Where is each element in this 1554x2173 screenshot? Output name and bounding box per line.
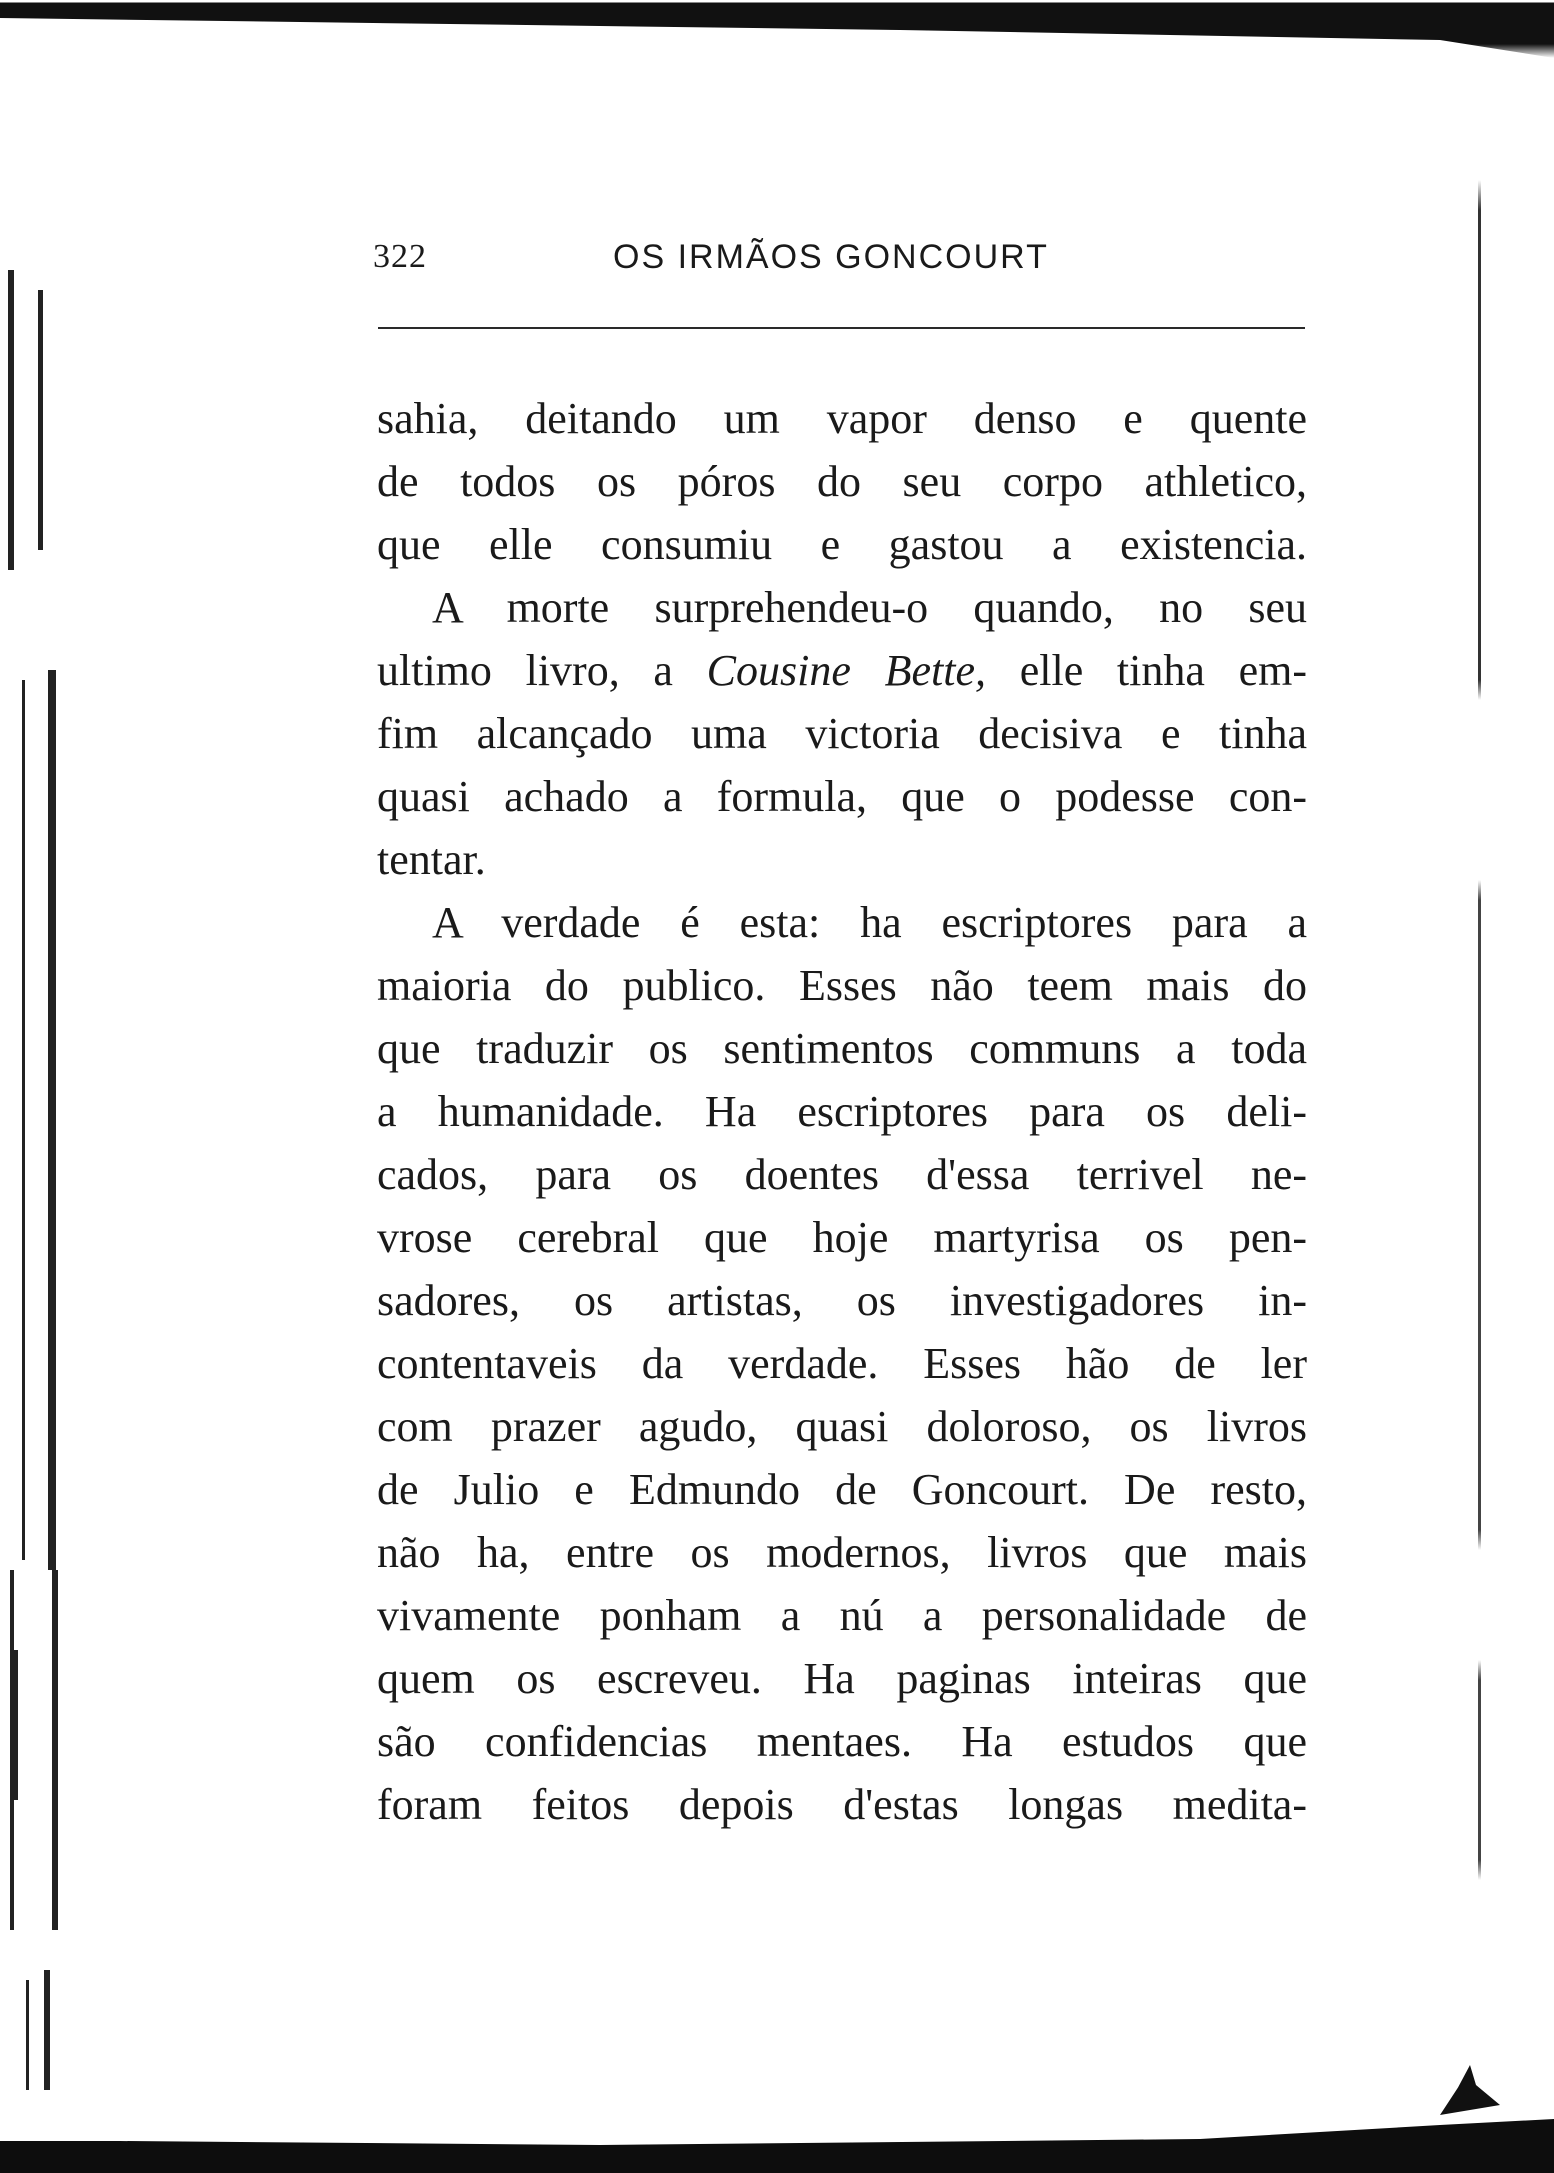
- text-line: A morte surprehendeu-o quando, no seu: [432, 583, 1307, 632]
- text-segment: ultimo livro, a: [377, 646, 673, 695]
- text-line: tentar.: [377, 835, 486, 884]
- book-title-italic: Cousine Bette,: [706, 646, 986, 695]
- text-line: maioria do publico. Esses não teem mais do: [377, 961, 1307, 1010]
- text-line: de Julio e Edmundo de Goncourt. De resto,: [377, 1465, 1307, 1514]
- text-line: a humanidade. Ha escriptores para os deli-: [377, 1087, 1307, 1136]
- scan-bottom-edge: [0, 2105, 1554, 2173]
- text-line: fim alcançado uma victoria decisiva e tinha: [377, 709, 1307, 758]
- scan-right-edge: [1478, 180, 1481, 1880]
- text-line: com prazer agudo, quasi doloroso, os livros: [377, 1402, 1307, 1451]
- scan-top-edge: [0, 0, 1554, 58]
- text-line: cados, para os doentes d'essa terrivel ne-: [377, 1150, 1307, 1199]
- text-line: vivamente ponham a nú a personalidade de: [377, 1591, 1307, 1640]
- scan-binding-edge: [0, 250, 80, 2100]
- text-line: quasi achado a formula, que o podesse con-: [377, 772, 1307, 821]
- text-line: sadores, os artistas, os investigadores in-: [377, 1276, 1307, 1325]
- text-line: que traduzir os sentimentos communs a toda: [377, 1024, 1307, 1073]
- text-line: quem os escreveu. Ha paginas inteiras que: [377, 1654, 1307, 1703]
- text-line-mixed: [377, 639, 1307, 702]
- header-rule: [378, 327, 1305, 329]
- running-title: OS IRMÃOS GONCOURT: [613, 238, 1049, 276]
- text-line: de todos os póros do seu corpo athletico,: [377, 457, 1307, 506]
- text-line: foram feitos depois d'estas longas medita-: [377, 1780, 1307, 1829]
- text-line: que elle consumiu e gastou a existencia.: [377, 520, 1307, 569]
- text-line: vrose cerebral que hoje martyrisa os pen-: [377, 1213, 1307, 1262]
- text-line: são confidencias mentaes. Ha estudos que: [377, 1717, 1307, 1766]
- page-number: 322: [373, 238, 427, 275]
- running-head: [373, 238, 1273, 288]
- scan-bottom-mark: [1440, 2065, 1500, 2115]
- body-text: [377, 387, 1307, 1836]
- text-line: não ha, entre os modernos, livros que mais: [377, 1528, 1307, 1577]
- text-line: A verdade é esta: ha escriptores para a: [432, 898, 1307, 947]
- text-line: contentaveis da verdade. Esses hão de ler: [377, 1339, 1307, 1388]
- text-segment: elle tinha em-: [1019, 646, 1308, 695]
- text-line: sahia, deitando um vapor denso e quente: [377, 394, 1307, 443]
